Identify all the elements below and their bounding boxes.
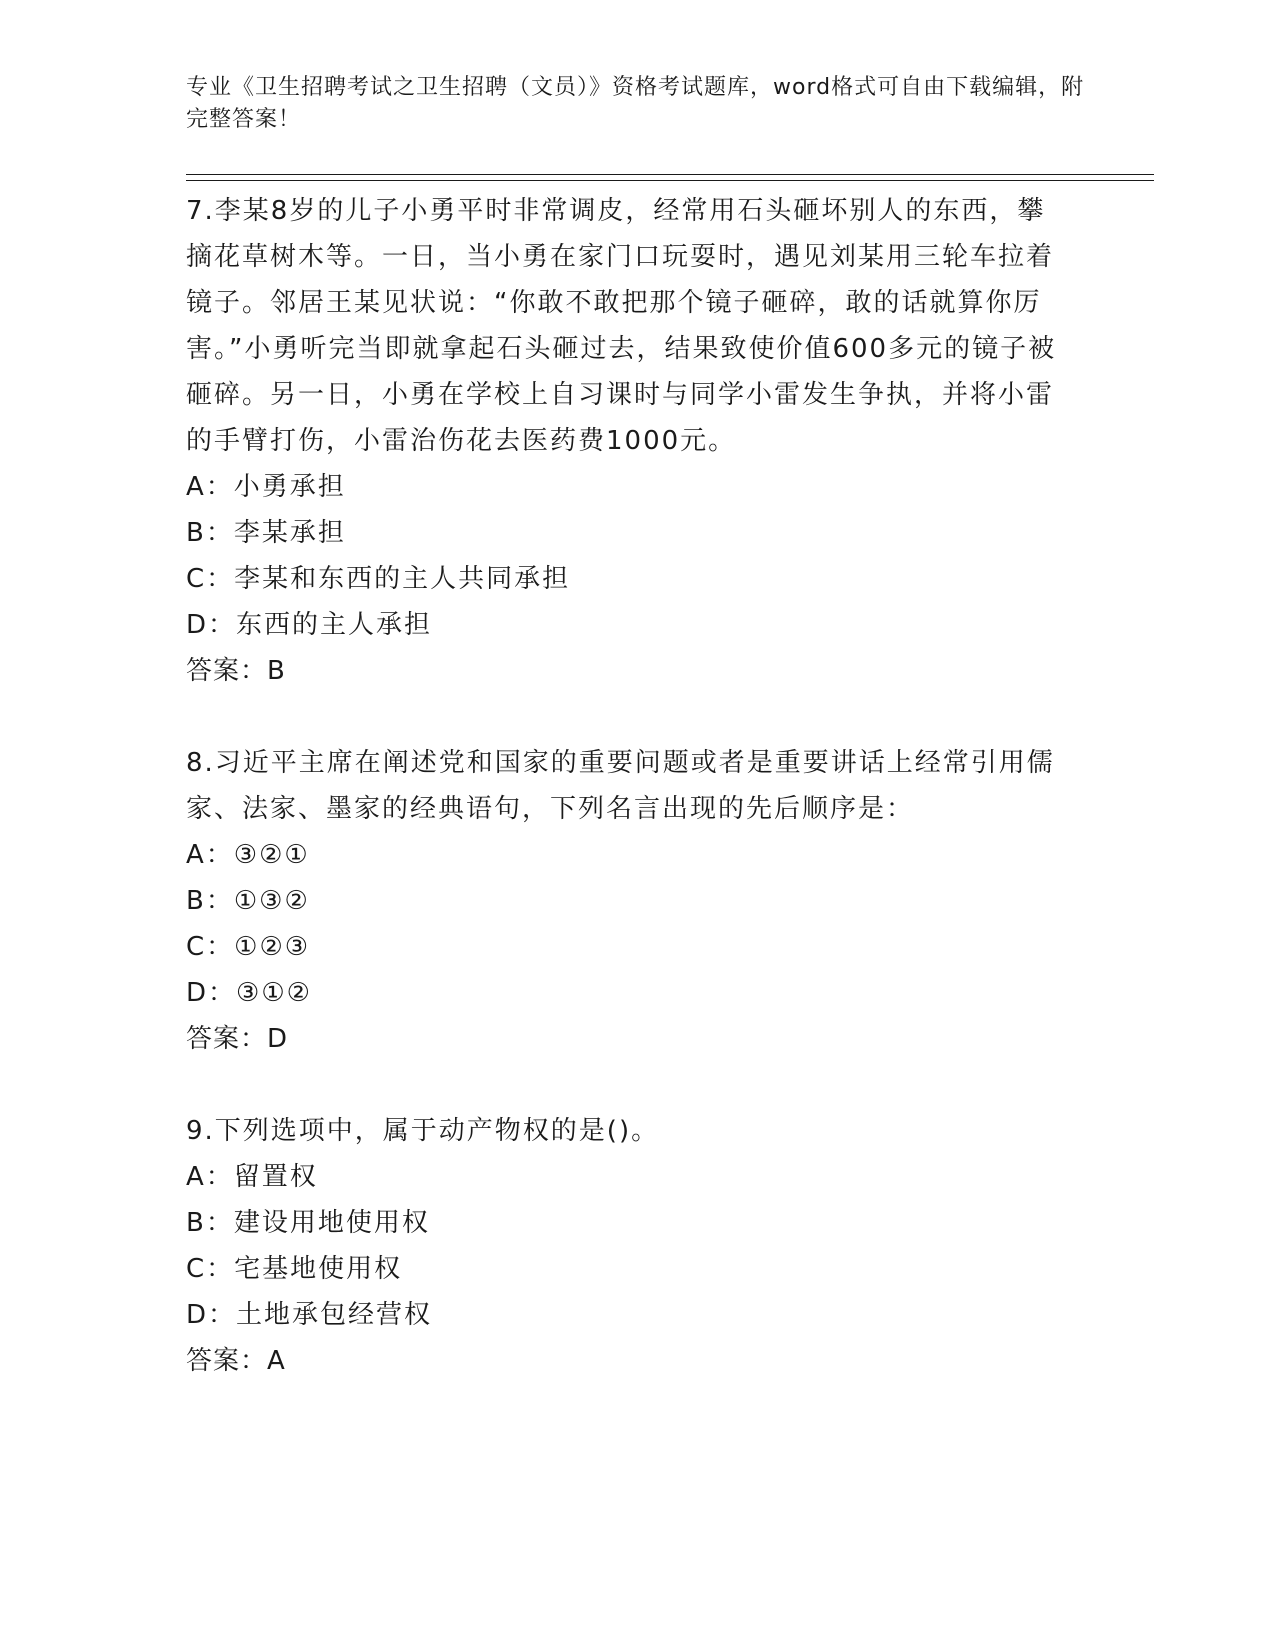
document-header: 专业《卫生招聘考试之卫生招聘（文员）》资格考试题库，word格式可自由下载编辑，附完整答案！ xyxy=(186,75,1085,132)
option-b: B：李某承担 xyxy=(186,518,346,548)
question-stem: 8.习近平主席在阐述党和国家的重要问题或者是重要讲话上经常引用儒家、法家、墨家的经典语句，下列名言出现的先后顺序是： xyxy=(186,748,1055,824)
question-7 xyxy=(186,188,1066,694)
question-8 xyxy=(186,740,1066,1062)
option-c: C：①②③ xyxy=(186,932,311,962)
question-stem: 9.下列选项中，属于动产物权的是()。 xyxy=(186,1116,660,1146)
answer: 答案：B xyxy=(186,656,286,686)
answer: 答案：A xyxy=(186,1346,286,1376)
question-list xyxy=(186,188,1066,1430)
question-stem: 7.李某8岁的儿子小勇平时非常调皮，经常用石头砸坏别人的东西，攀摘花草树木等。一日，当小勇在家门口玩耍时，遇见刘某用三轮车拉着镜子。邻居王某见状说：“你敢不敢把那个镜子砸碎，敢的话就算你厉害。”小勇听完当即就拿起石头砸过去，结果致使价值600多元的镜子被砸碎。另一日，小勇在学校上自习课时与同学小雷发生争执，并将小雷的手臂打伤，小雷治伤花去医药费1000元。 xyxy=(186,196,1057,456)
option-d: D：土地承包经营权 xyxy=(186,1300,433,1330)
option-d: D：③①② xyxy=(186,978,312,1008)
option-c: C：李某和东西的主人共同承担 xyxy=(186,564,571,594)
option-b: B：①③② xyxy=(186,886,310,916)
header-divider-bottom xyxy=(186,180,1154,181)
option-a: A：③②① xyxy=(186,840,310,870)
option-a: A：小勇承担 xyxy=(186,472,346,502)
option-b: B：建设用地使用权 xyxy=(186,1208,430,1238)
option-d: D：东西的主人承担 xyxy=(186,610,433,640)
option-a: A：留置权 xyxy=(186,1162,318,1192)
question-9 xyxy=(186,1108,1066,1384)
answer: 答案：D xyxy=(186,1024,289,1054)
header-divider-top xyxy=(186,174,1154,175)
option-c: C：宅基地使用权 xyxy=(186,1254,403,1284)
